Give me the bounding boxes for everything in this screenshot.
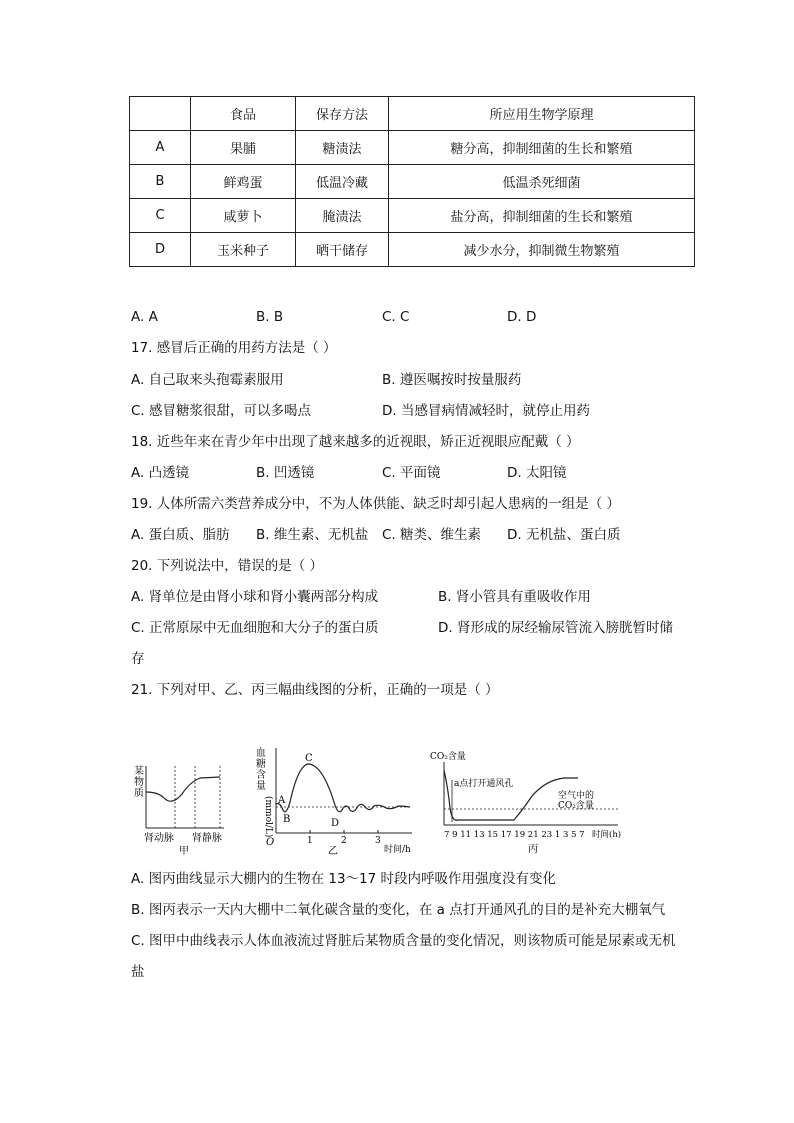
table-cell: 玉米种子 — [191, 233, 296, 267]
bing-ref-label-1: 空气中的 — [558, 791, 595, 801]
jia-ylabel-3: 质 — [134, 788, 144, 799]
q19-stem: 19. 人体所需六类营养成分中，不为人体供能、缺乏时却引起人患病的一组是（ ） — [131, 496, 621, 512]
yi-xlabel: 时间/h — [384, 845, 411, 855]
figure-bing — [428, 748, 648, 860]
q18-option-c[interactable]: C. 平面镜 — [382, 465, 441, 481]
q17-option-d[interactable]: D. 当感冒病情减轻时，就停止用药 — [382, 403, 590, 419]
q17-option-c[interactable]: C. 感冒糖浆很甜，可以多喝点 — [131, 403, 312, 419]
q17-option-b[interactable]: B. 遵医嘱按时按量服药 — [382, 372, 522, 388]
yi-ylabel-4: 量 — [256, 781, 266, 792]
jia-xlabel-2: 肾静脉 — [192, 833, 222, 844]
table-cell: D — [130, 233, 191, 267]
q20-option-d-continued: 存 — [131, 651, 145, 667]
table-cell: 晒干储存 — [296, 233, 389, 267]
yi-ylabel-2: 糖 — [256, 759, 266, 770]
table-header-cell — [130, 97, 191, 131]
bing-caption: 丙 — [528, 844, 538, 855]
yi-tick-label: 3 — [375, 836, 381, 846]
table-header-cell: 所应用生物学原理 — [389, 97, 695, 131]
table-cell: C — [130, 199, 191, 233]
q16-option-b[interactable]: B. B — [256, 309, 284, 325]
jia-ylabel-1: 某 — [134, 766, 144, 777]
table-cell: 低温杀死细菌 — [389, 165, 695, 199]
figure-jia — [128, 760, 228, 860]
bing-annotation: a点打开通风孔 — [454, 779, 514, 789]
q19-option-c[interactable]: C. 糖类、维生素 — [382, 527, 482, 543]
table-cell: 盐分高，抑制细菌的生长和繁殖 — [389, 199, 695, 233]
table-cell: 腌渍法 — [296, 199, 389, 233]
table-cell: 低温冷藏 — [296, 165, 389, 199]
table-cell: B — [130, 165, 191, 199]
yi-curve — [276, 764, 410, 812]
bing-ref-label-2: CO₂含量 — [558, 801, 594, 811]
table-cell: 糖渍法 — [296, 131, 389, 165]
q20-option-b[interactable]: B. 肾小管具有重吸收作用 — [438, 589, 591, 605]
yi-point-d: D — [331, 818, 340, 829]
yi-caption: 乙 — [328, 846, 338, 857]
figure-yi — [252, 744, 420, 858]
yi-tick-label: 1 — [307, 836, 313, 846]
table-cell: 糖分高，抑制细菌的生长和繁殖 — [389, 131, 695, 165]
q20-stem: 20. 下列说法中，错误的是（ ） — [131, 558, 324, 574]
q17-stem: 17. 感冒后正确的用药方法是（ ） — [131, 340, 337, 356]
table-cell: 咸萝卜 — [191, 199, 296, 233]
table-cell: 减少水分，抑制微生物繁殖 — [389, 233, 695, 267]
q19-option-a[interactable]: A. 蛋白质、脂肪 — [131, 527, 230, 543]
table-header-row — [130, 97, 695, 131]
yi-point-c: C — [305, 753, 313, 764]
table-header-cell: 保存方法 — [296, 97, 389, 131]
q19-option-b[interactable]: B. 维生素、无机盐 — [256, 527, 369, 543]
yi-tick-label: 2 — [341, 836, 347, 846]
yi-origin: O — [266, 837, 275, 848]
bing-ylabel: CO₂含量 — [430, 752, 466, 762]
q21-option-c[interactable]: C. 图甲中曲线表示人体血液流过肾脏后某物质含量的变化情况，则该物质可能是尿素或无机 — [131, 933, 676, 949]
q20-option-d[interactable]: D. 肾形成的尿经输尿管流入膀胱暂时储 — [438, 620, 673, 636]
food-preservation-table — [129, 96, 695, 267]
table-header-cell: 食品 — [191, 97, 296, 131]
table-row — [130, 199, 695, 233]
yi-ylabel-1: 血 — [256, 748, 266, 759]
table-row — [130, 165, 695, 199]
yi-point-b: B — [283, 814, 291, 825]
table-cell: A — [130, 131, 191, 165]
q21-option-b[interactable]: B. 图丙表示一天内大棚中二氧化碳含量的变化，在 a 点打开通风孔的目的是补充大棚氧气 — [131, 902, 666, 918]
yi-ylabel-3: 含 — [256, 770, 266, 781]
q21-option-c-continued: 盐 — [131, 964, 145, 980]
q18-option-d[interactable]: D. 太阳镜 — [507, 465, 567, 481]
jia-caption: 甲 — [179, 846, 189, 857]
q20-option-a[interactable]: A. 肾单位是由肾小球和肾小囊两部分构成 — [131, 589, 379, 605]
q18-option-b[interactable]: B. 凹透镜 — [256, 465, 315, 481]
jia-ylabel-2: 物 — [134, 777, 144, 788]
q21-option-a[interactable]: A. 图丙曲线显示大棚内的生物在 13～17 时段内呼吸作用强度没有变化 — [131, 871, 557, 887]
q19-option-d[interactable]: D. 无机盐、蛋白质 — [507, 527, 621, 543]
bing-tick-labels: 7 9 11 13 15 17 19 21 23 1 3 5 7 — [444, 830, 585, 840]
yi-point-a: A — [278, 795, 286, 806]
table-row — [130, 233, 695, 267]
q18-option-a[interactable]: A. 凸透镜 — [131, 465, 190, 481]
q21-stem: 21. 下列对甲、乙、丙三幅曲线图的分析，正确的一项是（ ） — [131, 682, 499, 698]
q18-stem: 18. 近些年来在青少年中出现了越来越多的近视眼，矫正近视眼应配戴（ ） — [131, 434, 580, 450]
jia-xlabel-1: 肾动脉 — [144, 833, 174, 844]
q17-option-a[interactable]: A. 自己取来头孢霉素服用 — [131, 372, 284, 388]
table-cell: 果脯 — [191, 131, 296, 165]
table-row — [130, 131, 695, 165]
q16-option-c[interactable]: C. C — [382, 309, 410, 325]
yi-unit: (mmol/L) — [263, 796, 273, 838]
jia-curve — [146, 777, 220, 801]
q16-option-d[interactable]: D. D — [507, 309, 537, 325]
table-cell: 鲜鸡蛋 — [191, 165, 296, 199]
q16-option-a[interactable]: A. A — [131, 309, 158, 325]
bing-xlabel: 时间(h) — [592, 830, 622, 840]
q20-option-c[interactable]: C. 正常原尿中无血细胞和大分子的蛋白质 — [131, 620, 379, 636]
